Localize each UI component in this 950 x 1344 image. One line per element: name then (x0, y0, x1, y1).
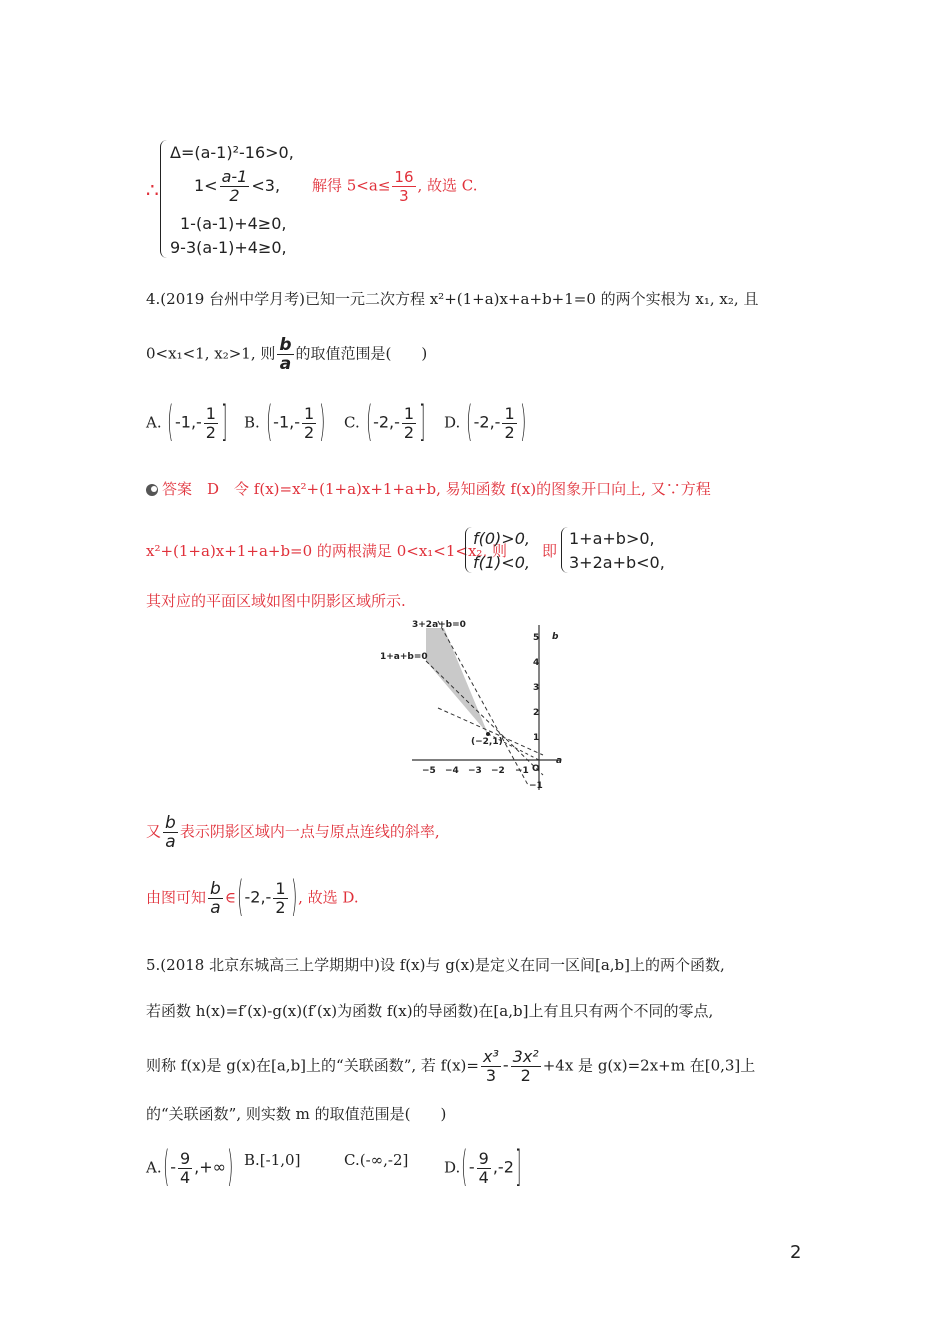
solution-pre: 解得 5<a≤ (312, 176, 391, 195)
solution-text (312, 168, 478, 205)
x-tick: −2 (491, 766, 505, 776)
answer-icon (145, 482, 159, 496)
q4-option-a-close: ] (221, 398, 228, 447)
q5-line-2: 若函数 h(x)=f′(x)-g(x)(f′(x)为函数 f(x)的导函数)在[a,b]上有且只有两个不同的零点, (146, 1002, 714, 1020)
q5-option-a-pre: - (170, 1157, 176, 1177)
system-a-line-1: f(0)>0, (473, 529, 530, 548)
system-line-2 (194, 168, 280, 205)
q4-option-d-open: ( (466, 398, 473, 447)
q5-option-d-pre: - (468, 1157, 475, 1177)
q5-option-d-den: 4 (478, 1168, 489, 1187)
q4-option-b-pre: -1,- (273, 412, 300, 432)
x-tick: −1 (515, 766, 529, 776)
q4-option-a-pre: -1,- (174, 412, 202, 432)
q4-option-b[interactable] (244, 398, 327, 447)
y-axis-label: b (552, 632, 559, 642)
answer-4-line-5-num: b (210, 879, 221, 899)
shaded-region (426, 628, 488, 734)
q4-option-c-pre: -2,- (373, 412, 400, 432)
q4-option-a-num: 1 (205, 404, 216, 423)
page-number: 2 (790, 1242, 802, 1263)
q5-line-1: 5.(2018 北京东城高三上学期期中)设 f(x)与 g(x)是定义在同一区间[a,b]上的两个函数, (146, 956, 725, 974)
answer-4-line-5-den: a (210, 898, 221, 918)
q5-line-3 (146, 1048, 755, 1085)
answer-4-line-5-post: , 故选 D. (298, 888, 359, 907)
y-tick: 5 (533, 633, 540, 643)
q4-option-a-label: A. (146, 413, 162, 432)
q5-option-c[interactable]: C.(-∞,-2] (344, 1151, 409, 1169)
label-line-1: 3+2a+b=0 (412, 620, 466, 630)
q4-frac-num: b (279, 335, 292, 355)
system-b-line-2: 3+2a+b<0, (569, 553, 665, 572)
q4-option-b-den: 2 (303, 423, 315, 442)
q5-option-d[interactable]: D.(- $\frac{9}{4}$ ,-2] (444, 1143, 522, 1192)
q4-option-a-open: ( (167, 398, 174, 447)
q5-option-a-post: ,+∞ (194, 1157, 226, 1177)
answer-4-line-5-fden: 2 (275, 898, 286, 917)
q4-option-c-open: ( (365, 398, 372, 447)
solution-num: 16 (394, 168, 414, 186)
q4-option-d[interactable] (444, 398, 527, 447)
answer-4-line-4-post: 表示阴影区域内一点与原点连线的斜率, (179, 822, 440, 841)
system-b-line-1: 1+a+b>0, (569, 529, 655, 548)
q4-option-b-num: 1 (303, 404, 315, 423)
answer-4-line-5-inner: -2,- (244, 887, 272, 907)
q4-option-c-num: 1 (403, 404, 415, 423)
q5-option-d-num: 9 (478, 1149, 489, 1168)
answer-4-line-5-in: ∈ (224, 888, 236, 907)
line-1-a-b (426, 661, 543, 775)
q5-line-4: 的“关联函数”, 则实数 m 的取值范围是( ) (146, 1105, 447, 1123)
answer-4-head: 答案 D 令 f(x)=x²+(1+a)x+1+a+b, 易知函数 f(x)的图象开口向上, 又∵方程 (162, 480, 711, 498)
q4-line-1: 4.(2019 台州中学月考)已知一元二次方程 x²+(1+a)x+a+b+1=0 的两个实根为 x₁, x₂, 且 (146, 290, 759, 308)
x-tick: −3 (468, 766, 482, 776)
slope-line-a (438, 708, 543, 755)
q5-option-b[interactable]: B.[-1,0] (244, 1151, 301, 1169)
q4-option-d-label: D. (444, 413, 461, 432)
y-tick: 3 (533, 683, 540, 693)
x-axis-label: a (556, 756, 563, 766)
answer-4-line-2: x²+(1+a)x+1+a+b=0 的两根满足 0<x₁<1<x₂, 则 (146, 542, 507, 560)
q5-option-d-post: ,-2 (492, 1157, 514, 1177)
therefore-symbol: ∴ (146, 178, 159, 202)
answer-4-line-4-den: a (165, 832, 176, 852)
system-line-2-pre: 1< (194, 176, 218, 195)
solution-den: 3 (399, 187, 409, 205)
q4-option-d-close: ) (519, 398, 526, 447)
y-tick: −1 (529, 781, 543, 791)
system-line-1: Δ=(a-1)²-16>0, (170, 143, 294, 162)
q5-f-den-1: 3 (485, 1066, 496, 1085)
q4-option-b-open: ( (265, 398, 272, 447)
system-b-brace (561, 527, 568, 573)
system-line-2-post: <3, (251, 176, 281, 195)
system-line-3: 1-(a-1)+4≥0, (180, 214, 287, 233)
q4-line-2 (146, 336, 427, 373)
answer-4-line-4 (146, 814, 440, 851)
q4-frac-den: a (279, 354, 292, 374)
y-tick: 2 (533, 708, 540, 718)
q5-line-3-pre: 则称 f(x)是 g(x)在[a,b]上的“关联函数”, 若 f(x)= (146, 1056, 479, 1075)
region-graph (378, 615, 578, 795)
q4-option-c[interactable] (344, 398, 427, 447)
answer-4-line-4-num: b (165, 813, 176, 833)
q5-option-a-num: 9 (179, 1149, 191, 1168)
answer-4-line-4-pre: 又 (146, 822, 162, 841)
q4-option-d-pre: -2,- (473, 412, 501, 432)
q4-option-c-close: ] (419, 398, 426, 447)
q4-option-b-close: ) (319, 398, 326, 447)
q4-option-a[interactable] (146, 398, 229, 447)
q4-option-a-den: 2 (205, 423, 216, 442)
point-marker (486, 732, 490, 736)
y-tick: 1 (533, 733, 540, 743)
system-a-brace (465, 527, 472, 573)
q5-f-minus: - (502, 1055, 509, 1075)
q4-option-d-den: 2 (504, 423, 515, 442)
q4-line-2-pre: 0<x₁<1, x₂>1, 则 (146, 344, 276, 363)
answer-4-line-3: 其对应的平面区域如图中阴影区域所示. (146, 592, 406, 610)
solution-post: , 故选 C. (417, 176, 478, 195)
system-line-4: 9-3(a-1)+4≥0, (170, 238, 287, 257)
answer-4-ji: 即 (542, 542, 558, 560)
system-a-line-2: f(1)<0, (473, 553, 530, 572)
q5-f-tail: +4x (542, 1056, 574, 1075)
q5-line-3-post: 是 g(x)=2x+m 在[0,3]上 (573, 1056, 756, 1075)
q4-option-c-label: C. (344, 413, 360, 432)
x-tick: −5 (422, 766, 436, 776)
q5-f-den-2: 2 (520, 1066, 531, 1085)
answer-4-line-5-pre: 由图可知 (146, 888, 207, 907)
y-tick: 4 (533, 658, 540, 668)
q5-f-num-1: x³ (482, 1047, 499, 1066)
q4-option-c-den: 2 (403, 423, 415, 442)
system-line-2-den: 2 (229, 186, 240, 205)
q5-f-num-2: 3x² (512, 1047, 539, 1066)
point-label: (−2,1) (471, 737, 503, 747)
label-line-2: 1+a+b=0 (380, 652, 428, 662)
origin-label: O (532, 764, 540, 774)
q4-line-2-post: 的取值范围是( ) (295, 344, 428, 363)
q5-option-a-den: 4 (179, 1168, 191, 1187)
system-brace (160, 140, 167, 258)
q5-option-a-label: A. (146, 1158, 162, 1177)
q4-option-d-num: 1 (504, 404, 515, 423)
answer-4-line-5: 由图可知 $\frac{b}{a}$ ∈(-2,- $\frac{1}{2}$ ), 故选 D. (146, 873, 359, 922)
answer-4-line-5-fnum: 1 (275, 879, 286, 898)
q5-option-d-label: D. (444, 1158, 461, 1177)
q4-option-b-label: B. (244, 413, 260, 432)
x-tick: −4 (445, 766, 459, 776)
q5-option-a[interactable]: A.(- $\frac{9}{4}$ ,+∞) (146, 1143, 234, 1192)
system-line-2-num: a-1 (221, 167, 248, 186)
